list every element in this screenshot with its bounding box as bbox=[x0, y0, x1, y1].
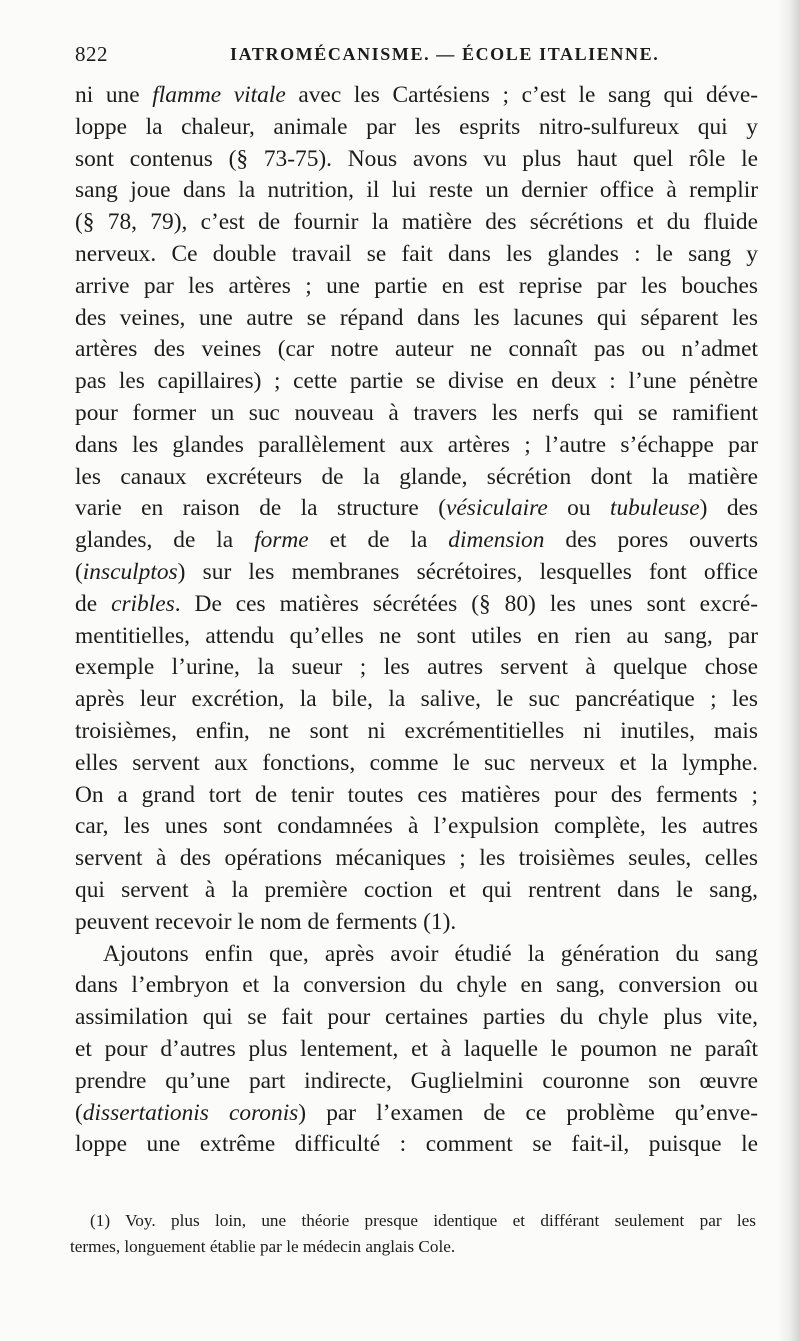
text-run: exemple l’urine, la sueur ; les autres servent à quelque chose bbox=[75, 654, 758, 681]
text-run: ) par l’examen de ce problème qu’enve- bbox=[298, 1099, 759, 1126]
text-line bbox=[75, 207, 758, 239]
text-line bbox=[75, 780, 758, 812]
text-run: ) sur les membranes sécrétoires, lesquelles font office bbox=[177, 558, 758, 585]
text-run: nerveux. Ce double travail se fait dans les glandes : le sang y bbox=[75, 240, 758, 267]
text-run: pour former un suc nouveau à travers les nerfs qui se ramifient bbox=[75, 399, 758, 426]
italic-text: flamme vitale bbox=[152, 82, 286, 108]
text-line bbox=[75, 1066, 758, 1098]
text-run: peuvent recevoir le nom de ferments (1). bbox=[75, 908, 457, 935]
italic-text: cribles bbox=[111, 590, 175, 617]
italic-text: dissertationis coronis bbox=[82, 1099, 299, 1126]
text-run: Ajoutons enfin que, après avoir étudié la génération du sang bbox=[103, 940, 758, 967]
text-run: assimilation qui se fait pour certaines parties du chyle plus vite, bbox=[75, 1004, 758, 1031]
text-run: arrive par les artères ; une partie en est reprise par les bouches bbox=[75, 272, 758, 299]
text-line bbox=[75, 366, 758, 398]
footnote-line bbox=[70, 1208, 756, 1234]
text-run: loppe la chaleur, animale par les esprits nitro-sulfureux qui y bbox=[75, 113, 758, 140]
italic-text: vésiculaire bbox=[446, 495, 548, 522]
text-run: car, les unes sont condamnées à l’expulsion complète, les autres bbox=[75, 813, 758, 840]
text-run: loppe une extrême difficulté : comment se fait-il, puisque le bbox=[75, 1131, 758, 1158]
text-run: troisièmes, enfin, ne sont ni excrémentitielles ni inutiles, mais bbox=[75, 717, 758, 744]
running-head: IATROMÉCANISME. — ÉCOLE ITALIENNE. bbox=[230, 44, 660, 64]
text-run: . De ces matières sécrétées (§ 80) les unes sont excré- bbox=[174, 590, 759, 617]
text-run: termes, longuement établie par le médecin anglais Cole. bbox=[70, 1237, 456, 1256]
text-run: ) des bbox=[699, 495, 758, 522]
text-line bbox=[75, 493, 758, 525]
text-line bbox=[75, 112, 758, 144]
text-run: dans les glandes parallèlement aux artères ; l’autre s’échappe par bbox=[75, 431, 758, 458]
text-run: elles servent aux fonctions, comme le suc nerveux et la lymphe. bbox=[75, 749, 758, 776]
footnote-line bbox=[70, 1234, 756, 1260]
page-header bbox=[75, 40, 755, 72]
text-run: (1) Voy. plus loin, une théorie presque identique et différant seulement par les bbox=[90, 1211, 756, 1230]
text-run: dans l’embryon et la conversion du chyle en sang, conversion ou bbox=[75, 972, 758, 999]
text-line bbox=[75, 80, 758, 112]
text-run: qui servent à la première coction et qui rentrent dans le sang, bbox=[75, 876, 758, 903]
text-line bbox=[75, 1129, 758, 1161]
text-run: pas les capillaires) ; cette partie se divise en deux : l’une pénètre bbox=[75, 368, 758, 395]
text-line bbox=[75, 811, 758, 843]
text-line bbox=[75, 1002, 758, 1034]
text-run: sont contenus (§ 73-75). Nous avons vu plus haut quel rôle le bbox=[75, 145, 758, 172]
text-line bbox=[75, 462, 758, 494]
text-run: avec les Cartésiens ; c’est le sang qui déve- bbox=[285, 82, 758, 108]
text-run: artères des veines (car notre auteur ne connaît pas ou n’admet bbox=[75, 336, 758, 363]
text-run: des veines, une autre se répand dans les lacunes qui séparent les bbox=[75, 304, 758, 331]
text-line bbox=[75, 271, 758, 303]
text-line bbox=[75, 716, 758, 748]
text-line bbox=[75, 748, 758, 780]
text-run: prendre qu’une part indirecte, Guglielmini couronne son œuvre bbox=[75, 1067, 758, 1094]
italic-text: tubuleuse bbox=[609, 495, 700, 522]
text-line bbox=[75, 1098, 758, 1130]
italic-text: insculptos bbox=[82, 558, 178, 585]
text-line bbox=[75, 621, 758, 653]
text-run: varie en raison de la structure ( bbox=[75, 495, 446, 522]
text-run: ou bbox=[547, 495, 610, 522]
text-run: (§ 78, 79), c’est de fournir la matière des sécrétions et du fluide bbox=[75, 209, 758, 236]
text-run: après leur excrétion, la bile, la salive, le suc pancréatique ; les bbox=[75, 686, 758, 713]
text-run: servent à des opérations mécaniques ; les troisièmes seules, celles bbox=[75, 845, 758, 872]
text-line bbox=[75, 525, 758, 557]
text-line bbox=[75, 589, 758, 621]
text-run: ( bbox=[75, 1099, 83, 1126]
text-line bbox=[75, 398, 758, 430]
text-line bbox=[75, 843, 758, 875]
footnotes bbox=[70, 1208, 756, 1260]
text-run: et pour d’autres plus lentement, et à laquelle le poumon ne paraît bbox=[75, 1035, 758, 1062]
text-line bbox=[75, 939, 758, 971]
text-line bbox=[75, 175, 758, 207]
text-run: mentitielles, attendu qu’elles ne sont utiles en rien au sang, par bbox=[75, 622, 758, 649]
text-run: des pores ouverts bbox=[544, 527, 758, 554]
italic-text: forme bbox=[254, 527, 309, 554]
text-run: les canaux excréteurs de la glande, sécrétion dont la matière bbox=[75, 463, 758, 490]
text-run: ( bbox=[75, 558, 83, 585]
text-line bbox=[75, 303, 758, 335]
text-line bbox=[75, 907, 758, 939]
text-line bbox=[75, 1034, 758, 1066]
page-number: 822 bbox=[75, 42, 108, 66]
page-edge-shadow bbox=[778, 0, 800, 1341]
text-run: de bbox=[75, 590, 112, 617]
text-line bbox=[75, 557, 758, 589]
text-run: ni une bbox=[75, 82, 153, 108]
text-line bbox=[75, 684, 758, 716]
italic-text: dimension bbox=[448, 527, 545, 554]
text-run: sang joue dans la nutrition, il lui reste un dernier office à remplir bbox=[75, 177, 758, 204]
text-run: On a grand tort de tenir toutes ces matières pour des ferments ; bbox=[75, 781, 758, 808]
text-line bbox=[75, 334, 758, 366]
text-line bbox=[75, 875, 758, 907]
text-line bbox=[75, 652, 758, 684]
text-line bbox=[75, 144, 758, 176]
text-line bbox=[75, 430, 758, 462]
body-text bbox=[75, 80, 758, 1161]
text-run: glandes, de la bbox=[75, 527, 255, 554]
text-line bbox=[75, 970, 758, 1002]
text-run: et de la bbox=[308, 527, 449, 554]
text-line bbox=[75, 239, 758, 271]
